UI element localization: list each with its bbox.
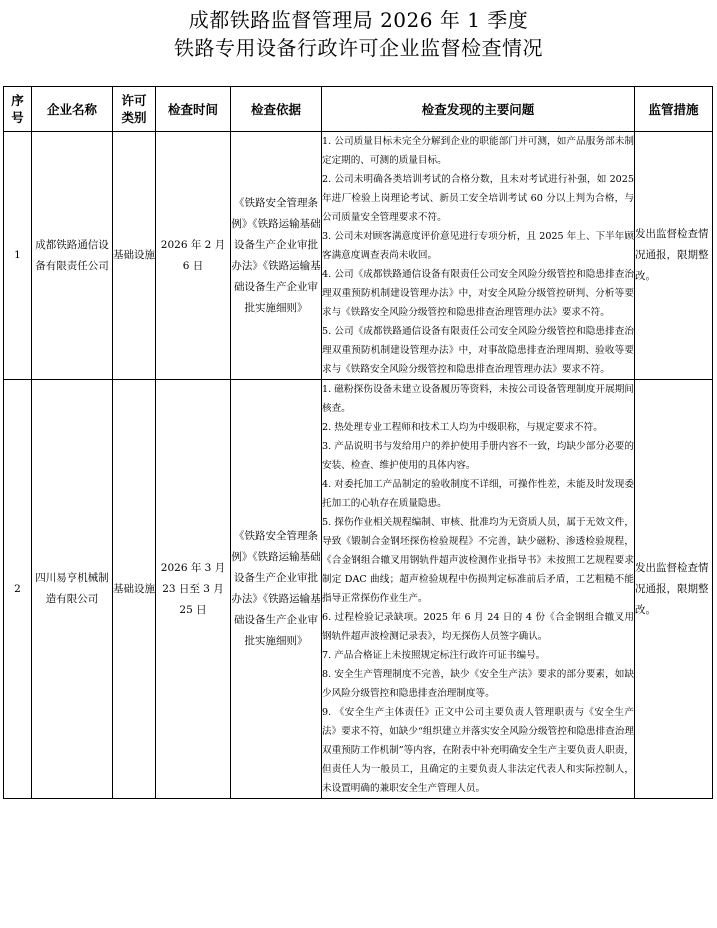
row1-issues — [322, 132, 635, 380]
issue-item: 1. 公司质量目标未完全分解到企业的职能部门并可测，如产品服务部未制定定期的、可测的质量目标。 — [322, 136, 634, 166]
inspection-table — [3, 86, 713, 799]
row2-time: 2026 年 3 月 23 日至 3 月 25 日 — [156, 380, 231, 799]
table-row — [4, 132, 713, 380]
issue-item: 3. 公司未对顾客满意度评价意见进行专项分析，且 2025 年上、下半年顾客满意度调查表尚未收回。 — [322, 231, 634, 261]
header-license-line2: 类别 — [121, 110, 147, 125]
issue-item: 4. 公司《成都铁路通信设备有限责任公司安全风险分级管控和隐患排查治理双重预防机制建设管理办法》中，对安全风险分级管控研判、分析等要求与《铁路安全风险分级管控和隐患排查治理管理办法》要求不符。 — [322, 269, 634, 318]
issue-item: 9. 《安全生产主体责任》正文中公司主要负责人管理职责与《安全生产法》要求不符，如缺少“组织建立并落实安全风险分级管控和隐患排查治理双重预防工作机制”等内容，在附表中补充明确安全生产主要负责人职责，但责任人为一般员工，且确定的主要负责人非法定代表人和实际控制人，未设置明确的兼职安全生产管理人员。 — [322, 707, 634, 794]
row1-measures: 发出监督检查情况通报，限期整改。 — [635, 132, 713, 380]
row1-license: 基础设施 — [113, 132, 156, 380]
header-issues: 检查发现的主要问题 — [322, 87, 635, 132]
table-row — [4, 380, 713, 799]
header-license-line1: 许可 — [121, 93, 147, 108]
header-seq-line1: 序 — [11, 93, 24, 108]
row2-basis: 《铁路安全管理条例》《铁路运输基础设备生产企业审批办法》《铁路运输基础设备生产企业审批实施细则》 — [231, 380, 322, 799]
issue-item: 4. 对委托加工产品制定的验收制度不详细，可操作性差，未能及时发现委托加工的心轨存在质量隐患。 — [322, 479, 634, 509]
table-header-row — [4, 87, 713, 132]
issue-item: 2. 热处理专业工程师和技术工人均为中级职称，与规定要求不符。 — [322, 422, 603, 433]
row2-seq: 2 — [4, 380, 32, 799]
header-measures: 监管措施 — [635, 87, 713, 132]
issue-item: 3. 产品说明书与发给用户的养护使用手册内容不一致，均缺少部分必要的安装、检查、维护使用的具体内容。 — [322, 441, 634, 471]
header-company: 企业名称 — [32, 87, 113, 132]
row2-measures: 发出监督检查情况通报，限期整改。 — [635, 380, 713, 799]
header-seq — [4, 87, 32, 132]
header-seq-line2: 号 — [11, 110, 24, 125]
issue-item: 5. 公司《成都铁路通信设备有限责任公司安全风险分级管控和隐患排查治理双重预防机制建设管理办法》中，对事故隐患排查治理周期、验收等要求与《铁路安全风险分级管控和隐患排查治理管理办法》要求不符。 — [322, 326, 634, 375]
row1-basis: 《铁路安全管理条例》《铁路运输基础设备生产企业审批办法》《铁路运输基础设备生产企业审批实施细则》 — [231, 132, 322, 380]
document-title-line1: 成都铁路监督管理局 2026 年 1 季度 — [188, 8, 529, 32]
row1-seq: 1 — [4, 132, 32, 380]
issue-item: 7. 产品合格证上未按照规定标注行政许可证书编号。 — [322, 650, 546, 661]
row2-license: 基础设施 — [113, 380, 156, 799]
document-title-line2: 铁路专用设备行政许可企业监督检查情况 — [174, 36, 543, 60]
issue-item: 8. 安全生产管理制度不完善，缺少《安全生产法》要求的部分要素，如缺少风险分级管控和隐患排查治理制度等。 — [322, 669, 634, 699]
header-time: 检查时间 — [156, 87, 231, 132]
row2-company: 四川易亨机械制造有限公司 — [32, 380, 113, 799]
header-basis: 检查依据 — [231, 87, 322, 132]
row2-issues — [322, 380, 635, 799]
issue-item: 2. 公司未明确各类培训考试的合格分数，且未对考试进行补强，如 2025 年进厂检验上岗理论考试、新员工安全培训考试 60 分以上判为合格，与公司质量安全管理要求不符。 — [322, 174, 634, 223]
row1-company: 成都铁路通信设备有限责任公司 — [32, 132, 113, 380]
header-license — [113, 87, 156, 132]
issue-item: 5. 探伤作业相关规程编制、审核、批准均为无资质人员，属于无效文件，导致《锻制合金钢坯探伤检验规程》不完善，缺少磁粉、渗透检验规程，《合金钢组合辙叉用钢轨件超声波检测作业指导书》未按照工艺规程要求制定 DAC 曲线；超声检验规程中伤损判定标准前后矛盾，工艺粗糙不能指导正常探伤作业生产。 — [322, 517, 634, 604]
row1-time: 2026 年 2 月 6 日 — [156, 132, 231, 380]
issue-item: 1. 磁粉探伤设备未建立设备履历等资料，未按公司设备管理制度开展期间核查。 — [322, 384, 634, 414]
issue-item: 6. 过程检验记录缺项。2025 年 6 月 24 日的 4 份《合金钢组合辙叉用钢轨件超声波检测记录表》，均无探伤人员签字确认。 — [322, 612, 634, 642]
